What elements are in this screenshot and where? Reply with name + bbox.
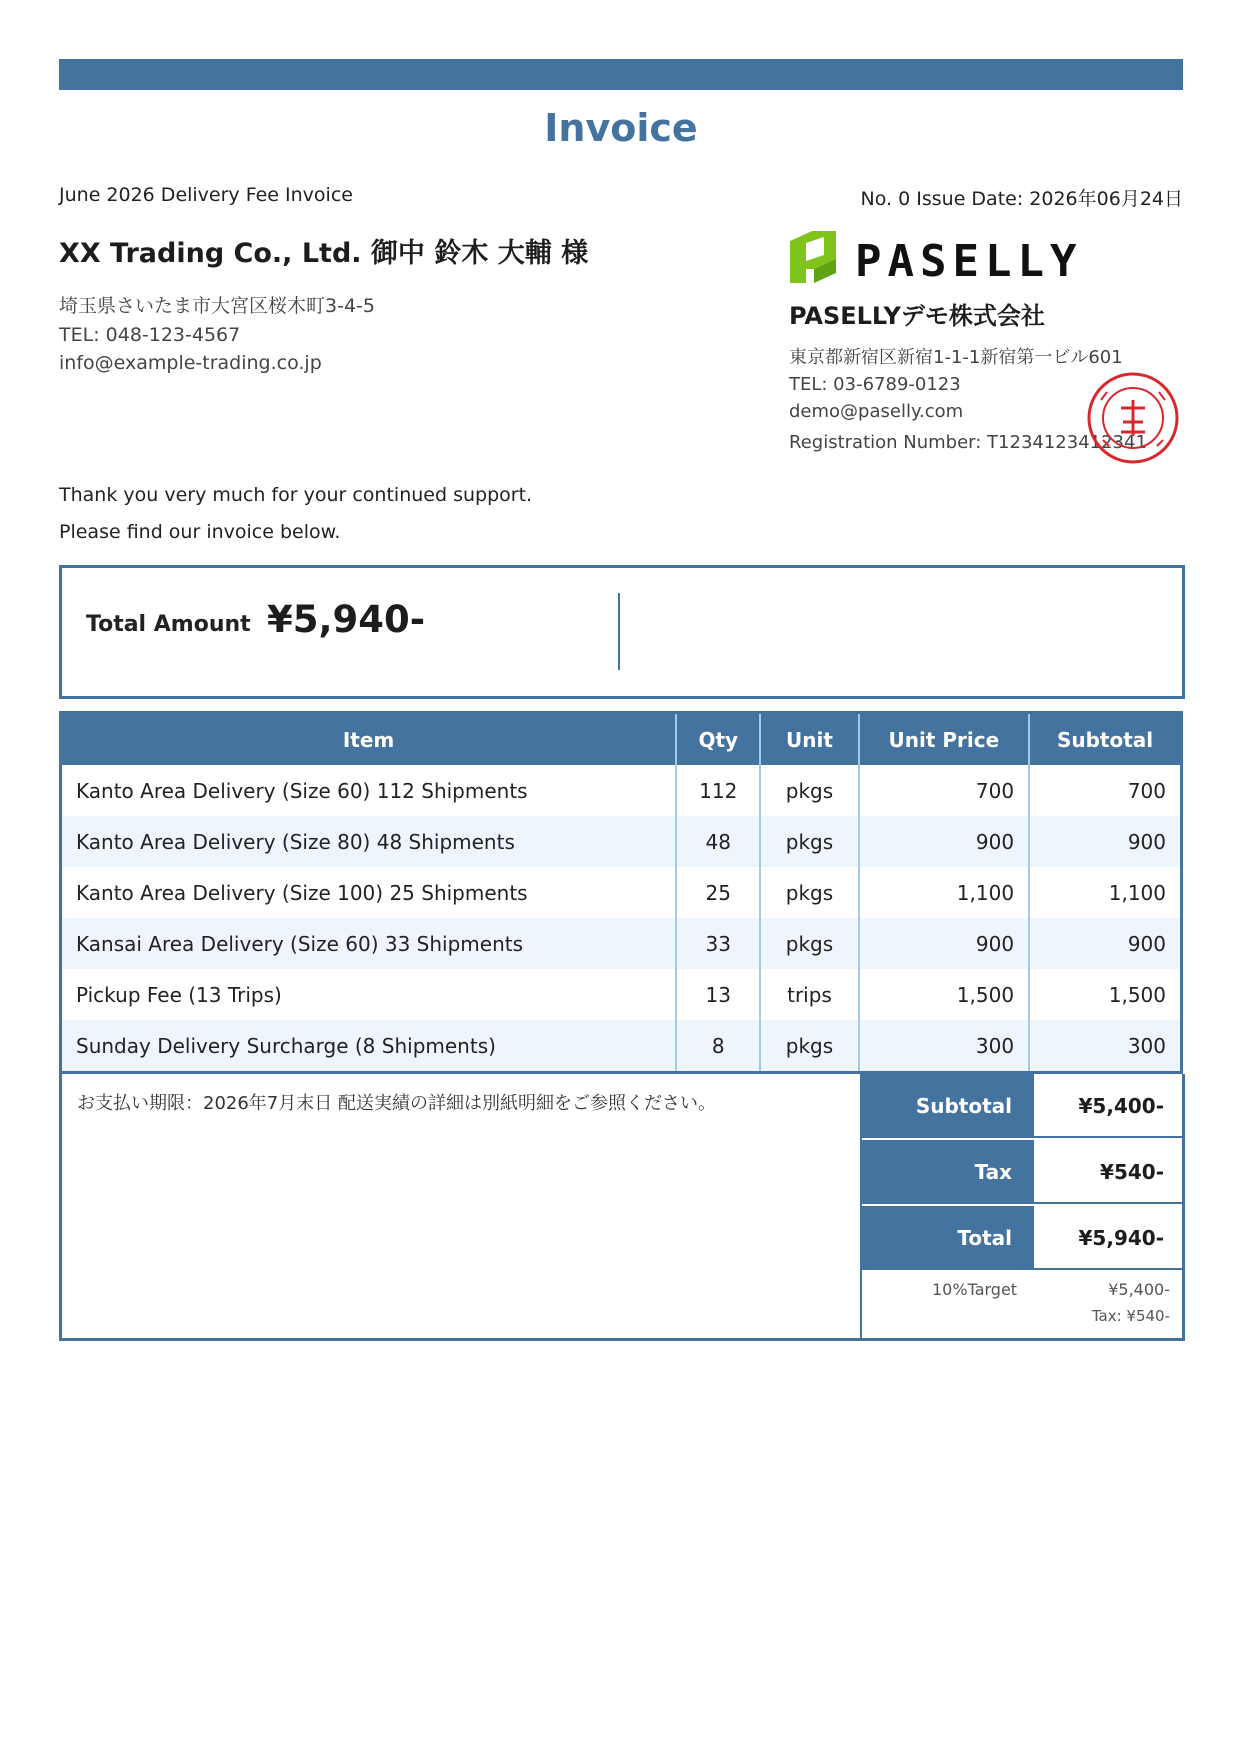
total-amount-box	[59, 565, 1185, 699]
tax-target-label: 10%Target	[932, 1280, 1018, 1299]
cell-unit: pkgs	[760, 867, 858, 918]
invoice-subject: June 2026 Delivery Fee Invoice	[59, 184, 353, 206]
issuer-company: PASELLYデモ株式会社	[789, 302, 1045, 330]
cell-subtotal: 1,100	[1108, 880, 1166, 905]
cell-unit-price: 700	[859, 765, 1029, 816]
table-row	[61, 867, 1182, 918]
cell-qty: 48	[676, 816, 760, 867]
payment-note: お支払い期限：2026年7月末日 配送実績の詳細は別紙明細をご参照ください。	[77, 1093, 716, 1114]
cell-qty: 33	[676, 918, 760, 969]
cell-item: Kanto Area Delivery (Size 80) 48 Shipments	[61, 816, 677, 867]
cell-subtotal: 700	[1127, 778, 1166, 803]
subtotal-value: ¥5,400-	[1032, 1074, 1184, 1138]
cell-subtotal: 1,500	[1108, 982, 1166, 1007]
tax-target-base: ¥5,400-	[1108, 1280, 1170, 1299]
header-subtotal: Subtotal	[1029, 713, 1181, 766]
cell-unit-price: 900	[859, 816, 1029, 867]
issuer-address: 東京都新宿区新宿1-1-1新宿第一ビル601	[789, 347, 1123, 368]
issuer-email: demo@paselly.com	[789, 401, 964, 422]
registration-number: Registration Number: T1234123412341	[789, 432, 1147, 453]
cell-item: Sunday Delivery Surcharge (8 Shipments)	[61, 1020, 677, 1073]
issuer-tel: TEL: 03-6789-0123	[789, 374, 961, 395]
invoice-number-date: No. 0 Issue Date: 2026年06月24日	[860, 188, 1183, 210]
line-items-table	[59, 711, 1183, 1074]
recipient-tel: TEL: 048-123-4567	[59, 323, 241, 346]
total-box-divider	[618, 593, 620, 670]
cell-unit: pkgs	[760, 918, 858, 969]
table-row	[61, 816, 1182, 867]
recipient-contact	[59, 292, 375, 378]
header-qty: Qty	[676, 713, 760, 766]
company-seal-stamp	[1085, 370, 1181, 466]
cell-subtotal: 300	[1029, 1020, 1181, 1073]
cell-subtotal: 900	[1029, 816, 1181, 867]
tax-value: ¥540-	[1032, 1140, 1184, 1204]
tax-row	[862, 1140, 1184, 1206]
greeting-line-1: Thank you very much for your continued support.	[59, 484, 533, 506]
table-row	[61, 918, 1182, 969]
subtotal-label: Subtotal	[862, 1074, 1032, 1138]
cell-item: Kanto Area Delivery (Size 100) 25 Shipments	[61, 867, 677, 918]
cell-unit-price: 1,100	[859, 867, 1029, 918]
top-accent-bar	[59, 59, 1183, 90]
header-unit-price: Unit Price	[859, 713, 1029, 766]
cell-unit-price: 900	[859, 918, 1029, 969]
recipient-address: 埼玉県さいたま市大宮区桜木町3-4-5	[59, 295, 375, 317]
cell-unit-price: 1,500	[859, 969, 1029, 1020]
cell-unit: pkgs	[760, 816, 858, 867]
grand-total-value: ¥5,940-	[1032, 1206, 1184, 1270]
subtotal-row	[862, 1074, 1184, 1140]
cell-subtotal: 900	[1029, 918, 1181, 969]
document-title: Invoice	[544, 106, 698, 150]
table-row	[61, 1020, 1182, 1073]
cell-unit: trips	[760, 969, 858, 1020]
summary-section	[59, 1074, 1185, 1341]
table-header-row	[61, 713, 1182, 766]
table-row	[61, 765, 1182, 816]
issuer-contact	[789, 344, 1123, 425]
cell-item: Pickup Fee (13 Trips)	[61, 969, 677, 1020]
cell-qty: 13	[676, 969, 760, 1020]
header-unit: Unit	[760, 713, 858, 766]
cell-item: Kanto Area Delivery (Size 60) 112 Shipments	[61, 765, 677, 816]
cell-qty: 112	[676, 765, 760, 816]
header-item: Item	[61, 713, 677, 766]
grand-total-row	[862, 1206, 1184, 1272]
tax-label: Tax	[862, 1140, 1032, 1204]
cell-unit-price: 300	[859, 1020, 1029, 1073]
cell-item: Kansai Area Delivery (Size 60) 33 Shipments	[61, 918, 677, 969]
greeting-text	[59, 477, 532, 551]
greeting-line-2: Please find our invoice below.	[59, 521, 341, 543]
table-row	[61, 969, 1182, 1020]
recipient-email: info@example-trading.co.jp	[59, 352, 322, 374]
total-amount-value: ¥5,940-	[267, 598, 426, 641]
cell-qty: 8	[676, 1020, 760, 1073]
recipient-name: XX Trading Co., Ltd. 御中 鈴木 大輔 様	[59, 238, 589, 269]
logo-wordmark: PASELLY	[855, 236, 1083, 287]
cell-unit: pkgs	[760, 765, 858, 816]
cell-unit: pkgs	[760, 1020, 858, 1073]
total-amount-label: Total Amount	[86, 612, 251, 637]
totals-panel	[860, 1074, 1184, 1338]
grand-total-label: Total	[862, 1206, 1032, 1270]
cell-qty: 25	[676, 867, 760, 918]
tax-target-tax: Tax: ¥540-	[1091, 1307, 1170, 1325]
